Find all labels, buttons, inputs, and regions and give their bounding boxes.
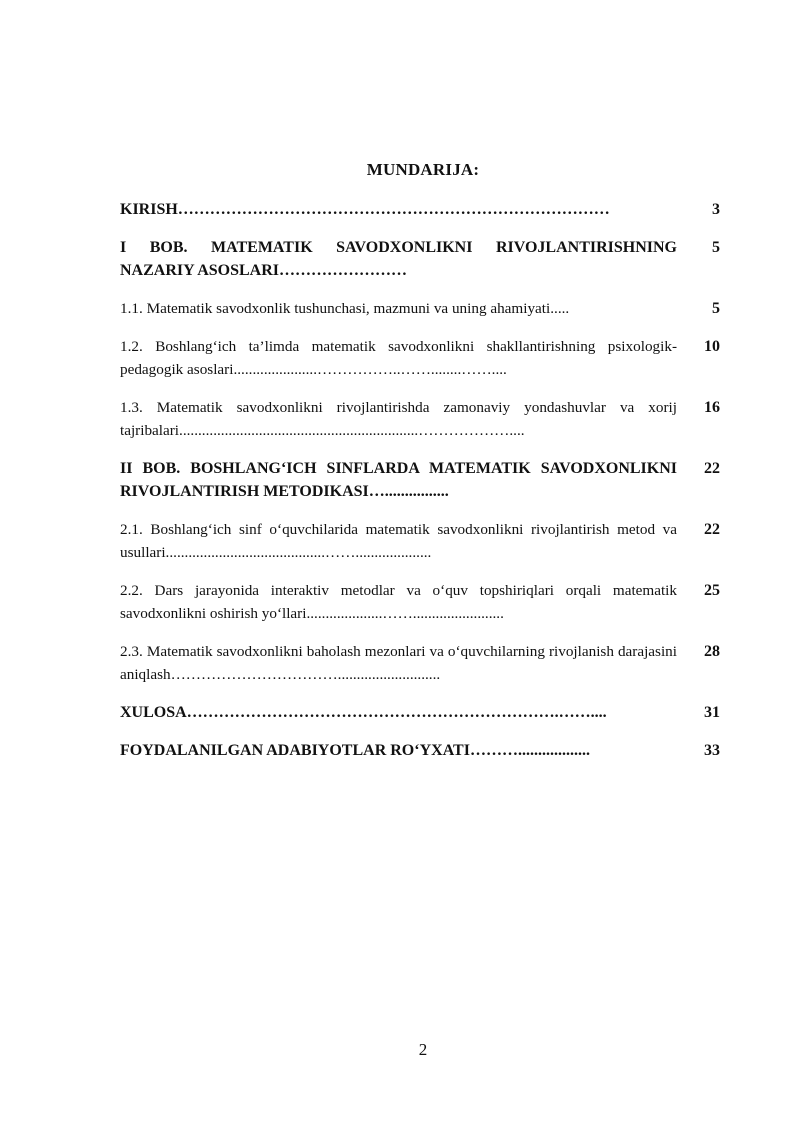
toc-entry-text: 2.1. Boshlang‘ich sinf o‘quvchilarida matematik savodxonlikni rivojlantirish metod va usullari..........................................…….................... [120,521,677,561]
toc-entry-text: 1.1. Matematik savodxonlik tushunchasi, mazmuni va uning ahamiyati..... [120,300,570,317]
toc-entry-references [120,739,720,762]
toc-entry-chapter-1 [120,236,720,282]
toc-entry-text: 2.3. Matematik savodxonlikni baholash mezonlari va o‘quvchilarning rivojlanish darajasini aniqlash……………………………........................... [120,643,677,683]
table-of-contents [120,198,720,777]
toc-entry-text: 1.3. Matematik savodxonlikni rivojlantirishda zamonaviy yondashuvlar va xorij tajribalari...............................................................……………….... [120,399,677,439]
toc-entry-page: 22 [704,521,720,538]
toc-entry-text: 1.2. Boshlang‘ich ta’limda matematik savodxonlikni shakllantirishning psixologik-pedagogik asoslari......................……………..……........…….... [120,338,677,378]
toc-entry-kirish [120,198,720,221]
toc-entry-2-1 [120,518,720,564]
toc-entry-1-2 [120,335,720,381]
toc-entry-text: XULOSA…………………………………………………………….…….... [120,704,607,721]
toc-entry-page: 22 [704,460,720,477]
toc-entry-page: 10 [704,338,720,355]
toc-entry-2-3 [120,640,720,686]
toc-entry-1-1 [120,297,720,320]
toc-entry-1-3 [120,396,720,442]
toc-entry-text: KIRISH……………………………………………………………………… [120,201,610,218]
toc-entry-chapter-2 [120,457,720,503]
toc-entry-page: 5 [712,300,720,317]
toc-entry-page: 5 [712,239,720,256]
toc-entry-page: 3 [712,201,720,218]
toc-entry-2-2 [120,579,720,625]
toc-title: MUNDARIJA: [366,160,480,179]
toc-entry-text: 2.2. Dars jarayonida interaktiv metodlar va o‘quv topshiriqlari orqali matematik savodxonlikni oshirish yo‘llari....................……........................ [120,582,677,622]
toc-entry-page: 28 [704,643,720,660]
toc-entry-text: I BOB. MATEMATIK SAVODXONLIKNI RIVOJLANTIRISHNING NAZARIY ASOSLARI…………………… [120,239,677,279]
toc-entry-xulosa [120,701,720,724]
page-number: 2 [418,1040,428,1059]
toc-entry-page: 16 [704,399,720,416]
toc-entry-page: 33 [704,742,720,759]
toc-entry-text: FOYDALANILGAN ADABIYOTLAR RO‘YXATI……….................. [120,742,590,759]
toc-entry-text: II BOB. BOSHLANG‘ICH SINFLARDA MATEMATIK SAVODXONLIKNI RIVOJLANTIRISH METODIKASI…................ [120,460,677,500]
toc-entry-page: 31 [704,704,720,721]
toc-entry-page: 25 [704,582,720,599]
